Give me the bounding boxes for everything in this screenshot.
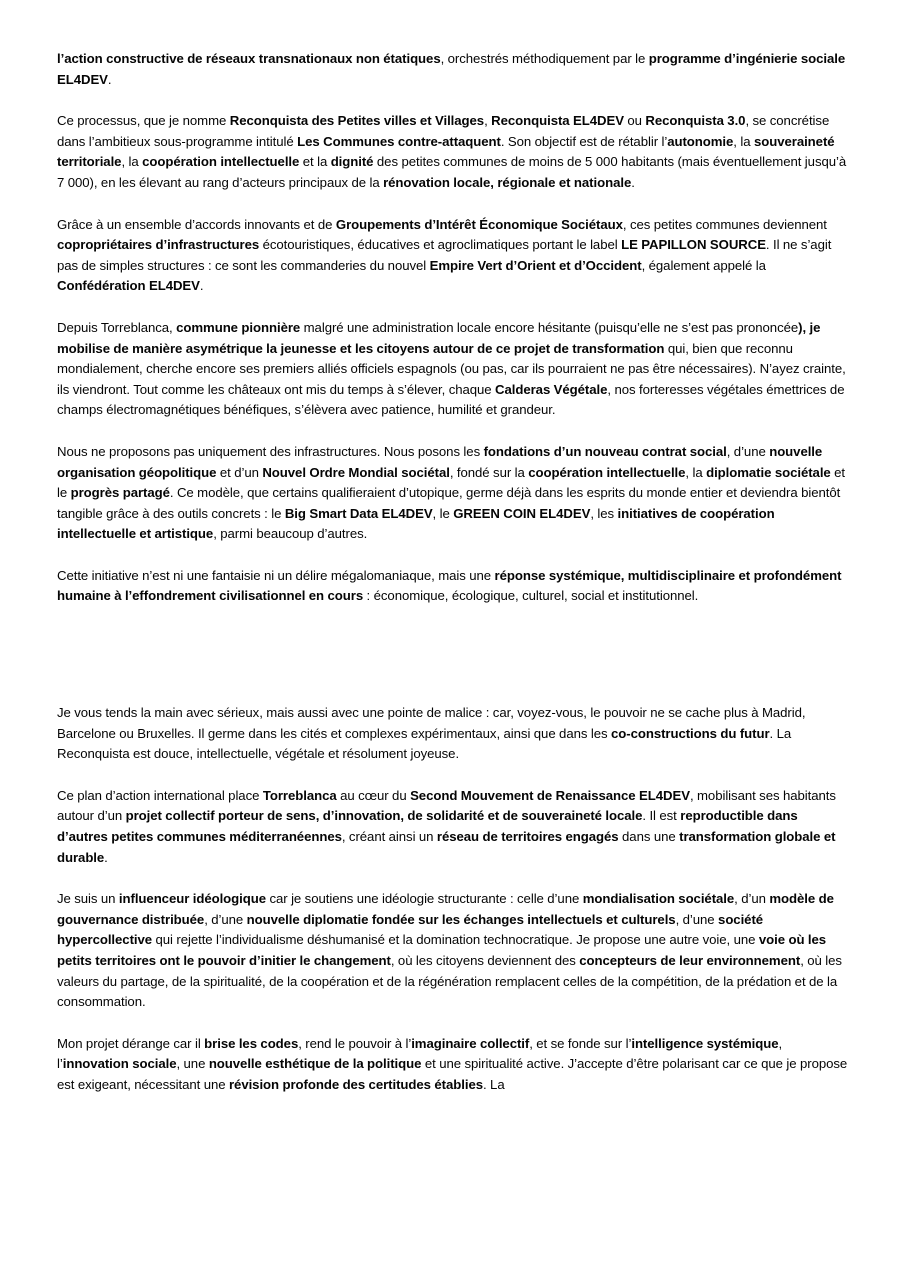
paragraph bbox=[57, 111, 848, 193]
text-run-bold: nouvelle esthétique de la politique bbox=[208, 1056, 422, 1072]
text-run-bold: projet collectif porteur de sens, d’innovation, de solidarité et de souveraineté locale bbox=[125, 808, 643, 824]
text-run: , orchestrés méthodiquement par le bbox=[440, 51, 649, 66]
document-body bbox=[57, 49, 848, 1096]
paragraph bbox=[57, 442, 848, 545]
text-run: . Ce modèle, que certains qualifieraient d’utopique, germe déjà dans les esprits du monde entier et deviendra bientôt tangible grâce à des outils concrets : le bbox=[57, 485, 841, 521]
text-run-bold: commune pionnière bbox=[176, 319, 301, 335]
text-run-bold: Nouvel Ordre Mondial sociétal bbox=[262, 464, 450, 480]
text-run: ou bbox=[623, 113, 646, 129]
text-run: . bbox=[631, 174, 635, 190]
section-top bbox=[57, 49, 848, 607]
text-run: . La bbox=[482, 1076, 505, 1092]
text-run: , se concrétise dans l’ambitieux sous-programme intitulé bbox=[57, 113, 830, 149]
text-run-bold: révision profonde des certitudes établies bbox=[228, 1076, 483, 1092]
text-run-bold: Second Mouvement de Renaissance EL4DEV bbox=[410, 787, 690, 803]
text-run-bold: coopération intellectuelle bbox=[142, 154, 300, 170]
text-run-bold: l’action constructive de réseaux transnationaux non étatiques bbox=[57, 51, 441, 66]
text-run: , où les citoyens deviennent des bbox=[390, 953, 580, 968]
text-run: dans une bbox=[618, 829, 680, 845]
text-run: Ce processus, que je nomme bbox=[57, 113, 230, 129]
text-run: , d’une bbox=[726, 443, 770, 459]
text-run: et d’un bbox=[216, 464, 263, 480]
text-run-bold: coopération intellectuelle bbox=[528, 464, 686, 480]
text-run-bold: concepteurs de leur environnement bbox=[579, 953, 801, 968]
text-run: au cœur du bbox=[336, 787, 411, 803]
text-run: , mobilisant ses habitants autour d’un bbox=[57, 787, 836, 824]
paragraph bbox=[57, 566, 848, 607]
text-run-bold: initiatives de coopération intellectuelle et artistique bbox=[57, 505, 775, 542]
text-run-bold: programme d’ingénierie sociale EL4DEV bbox=[57, 51, 846, 87]
text-run: , d’un bbox=[734, 891, 770, 907]
text-run-bold: dignité bbox=[330, 154, 374, 170]
text-run-bold: Les Communes contre-attaquent bbox=[297, 133, 501, 149]
text-run: , d’une bbox=[204, 911, 247, 927]
text-run-bold: ), je mobilise de manière asymétrique la jeunesse et les citoyens autour de ce projet de transformation bbox=[57, 319, 821, 356]
text-run-bold: intelligence systémique bbox=[631, 1035, 779, 1051]
text-run: Mon projet dérange car il bbox=[57, 1035, 205, 1051]
paragraph bbox=[57, 703, 848, 765]
text-run-bold: influenceur idéologique bbox=[118, 891, 267, 907]
text-run: Grâce à un ensemble d’accords innovants et de bbox=[57, 216, 336, 232]
text-run: , la bbox=[121, 154, 143, 170]
text-run-bold: co-constructions du futur bbox=[610, 725, 770, 741]
text-run: , rend le pouvoir à l’ bbox=[298, 1035, 412, 1051]
text-run-bold: diplomatie sociétale bbox=[706, 464, 831, 480]
text-run-bold: Confédération EL4DEV bbox=[57, 278, 200, 294]
text-run: des petites communes de moins de 5 000 habitants (mais éventuellement jusqu’à 7 000), en les élevant au rang d’acteurs principaux de la bbox=[57, 154, 847, 190]
text-run: . bbox=[107, 71, 112, 87]
text-run-bold: société hypercollective bbox=[57, 911, 764, 948]
text-run-bold: Groupements d’Intérêt Économique Sociétaux bbox=[335, 216, 623, 232]
paragraph bbox=[57, 1034, 848, 1096]
text-run: écotouristiques, éducatives et agroclimatiques portant le label bbox=[259, 237, 622, 253]
text-run-bold: autonomie bbox=[667, 133, 734, 149]
text-run: , le bbox=[432, 505, 454, 521]
text-run-bold: GREEN COIN EL4DEV bbox=[453, 505, 591, 521]
text-run: et le bbox=[57, 464, 846, 501]
text-run: , une bbox=[176, 1056, 209, 1072]
text-run-bold: Reconquista 3.0 bbox=[645, 113, 746, 129]
paragraph bbox=[57, 215, 848, 297]
text-run: , créant ainsi un bbox=[341, 829, 437, 845]
text-run-bold: LE PAPILLON SOURCE bbox=[621, 237, 766, 253]
text-run: , et se fonde sur l’ bbox=[529, 1035, 632, 1051]
text-run: . Son objectif est de rétablir l’ bbox=[500, 133, 668, 149]
text-run: Je suis un bbox=[57, 891, 119, 907]
text-run-bold: Big Smart Data EL4DEV bbox=[284, 505, 433, 521]
section-spacer bbox=[57, 607, 848, 703]
text-run-bold: copropriétaires d’infrastructures bbox=[57, 237, 260, 253]
text-run: , parmi beaucoup d’autres. bbox=[213, 526, 368, 542]
text-run-bold: souveraineté territoriale bbox=[57, 133, 835, 170]
text-run-bold: imaginaire collectif bbox=[411, 1035, 530, 1051]
text-run-bold: innovation sociale bbox=[62, 1056, 177, 1072]
text-run-bold: Torreblanca bbox=[262, 787, 337, 803]
text-run: qui, bien que reconnu mondialement, cherche encore ses premiers alliés officiels espagnols (ou pas, car ils pourraient ne pas être nécessaires). N’ayez crainte, ils viendront. Tout comme les châteaux ont mis du temps à s’élever, chaque bbox=[57, 340, 846, 397]
text-run: Je vous tends la main avec sérieux, mais aussi avec une pointe de malice : car, voyez-vous, le pouvoir ne se cache plus à Madrid, Barcelone ou Bruxelles. Il germe dans les cités et complexes expérimentaux, ainsi que dans les bbox=[57, 705, 806, 741]
paragraph bbox=[57, 889, 848, 1013]
text-run: Depuis Torreblanca, bbox=[57, 319, 177, 335]
section-bottom bbox=[57, 703, 848, 1096]
text-run: . Il ne s’agit pas de simples structures : ce sont les commanderies du nouvel bbox=[57, 237, 832, 273]
paragraph bbox=[57, 318, 848, 421]
text-run-bold: fondations d’un nouveau contrat social bbox=[483, 443, 727, 459]
text-run-bold: Empire Vert d’Orient et d’Occident bbox=[429, 257, 642, 273]
text-run-bold: brise les codes bbox=[204, 1035, 299, 1051]
text-run-bold: Calderas Végétale bbox=[495, 381, 608, 397]
text-run: . bbox=[199, 278, 204, 294]
text-run-bold: mondialisation sociétale bbox=[582, 891, 735, 907]
text-run: : économique, écologique, culturel, social et institutionnel. bbox=[363, 588, 699, 604]
text-run: et une spiritualité active. J’accepte d’être polarisant car ce que je propose est exigeant, nécessitant une bbox=[57, 1056, 848, 1092]
text-run-bold: progrès partagé bbox=[70, 485, 170, 501]
text-run-bold: transformation globale et durable bbox=[57, 829, 836, 865]
text-run: et la bbox=[299, 154, 331, 170]
text-run: , ces petites communes deviennent bbox=[622, 216, 827, 232]
text-run: , fondé sur la bbox=[449, 464, 529, 480]
text-run-bold: réponse systémique, multidisciplinaire et profondément humaine à l’effondrement civilisationnel en cours bbox=[57, 567, 842, 604]
paragraph bbox=[57, 786, 848, 868]
text-run: Ce plan d’action international place bbox=[57, 787, 263, 803]
text-run: , la bbox=[685, 464, 707, 480]
text-run: , où les valeurs du partage, de la spiritualité, de la coopération et de la régénération remplacent celles de la compétition, de la prédation et de la consommation. bbox=[57, 953, 842, 1010]
text-run: malgré une administration locale encore hésitante (puisqu’elle ne s’est pas prononcée bbox=[300, 319, 799, 335]
text-run: , les bbox=[590, 505, 618, 521]
text-run: . bbox=[104, 849, 108, 865]
text-run: , l’ bbox=[57, 1035, 783, 1072]
text-run: , la bbox=[733, 133, 754, 149]
text-run-bold: modèle de gouvernance distribuée bbox=[57, 891, 834, 927]
text-run-bold: voie où les petits territoires ont le pouvoir d’initier le changement bbox=[57, 932, 827, 968]
text-run-bold: rénovation locale, régionale et nationale bbox=[383, 174, 632, 190]
text-run: car je soutiens une idéologie structurante : celle d’une bbox=[266, 891, 583, 907]
text-run-bold: réseau de territoires engagés bbox=[436, 829, 619, 845]
text-run: qui rejette l’individualisme déshumanisé et la domination technocratique. Je propose une autre voie, une bbox=[152, 932, 759, 948]
text-run-bold: nouvelle organisation géopolitique bbox=[57, 443, 823, 480]
text-run: , nos forteresses végétales émettrices de champs électromagnétiques bénéfiques, s’élèvera avec patience, humilité et grandeur. bbox=[57, 381, 845, 418]
text-run-bold: Reconquista EL4DEV bbox=[491, 113, 624, 129]
text-run: . La Reconquista est douce, intellectuelle, végétale et résolument joyeuse. bbox=[57, 725, 792, 762]
text-run: , bbox=[484, 113, 492, 129]
text-run: , d’une bbox=[675, 911, 719, 927]
text-run: Nous ne proposons pas uniquement des infrastructures. Nous posons les bbox=[57, 443, 484, 459]
text-run-bold: reproductible dans d’autres petites communes méditerranéennes bbox=[57, 808, 798, 845]
text-run-bold: nouvelle diplomatie fondée sur les échanges intellectuels et culturels bbox=[246, 911, 676, 927]
text-run: , également appelé la bbox=[641, 257, 766, 273]
text-run: . Il est bbox=[642, 808, 681, 824]
text-run-bold: Reconquista des Petites villes et Villages bbox=[229, 113, 485, 129]
paragraph bbox=[57, 49, 848, 90]
text-run: Cette initiative n’est ni une fantaisie ni un délire mégalomaniaque, mais une bbox=[57, 567, 495, 583]
